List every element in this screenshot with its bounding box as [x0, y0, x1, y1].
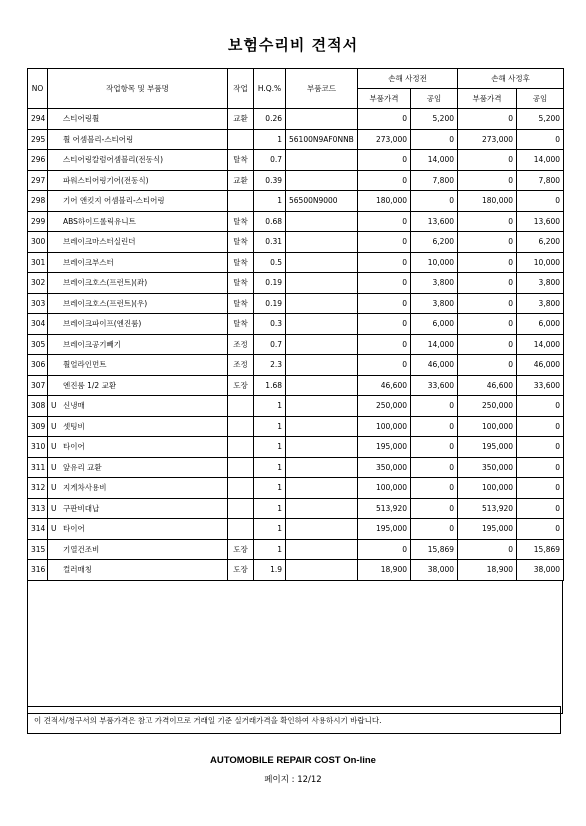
- row-after-part: 513,920: [458, 498, 517, 519]
- row-before-labor: 46,000: [411, 355, 458, 376]
- row-work: [228, 416, 254, 437]
- row-item-label: 스티어링휠: [63, 114, 100, 124]
- row-item: [48, 109, 228, 130]
- header-row-1: [28, 69, 564, 89]
- row-before-labor: 5,200: [411, 109, 458, 130]
- row-item-label: 브레이크호스(프런트)(좌): [63, 278, 148, 288]
- row-before-part: 100,000: [358, 478, 411, 499]
- row-before-part: 0: [358, 109, 411, 130]
- row-after-labor: 0: [517, 519, 564, 540]
- table-row: [28, 519, 564, 540]
- row-no: 315: [28, 539, 48, 560]
- row-after-part: 195,000: [458, 519, 517, 540]
- table-row: [28, 191, 564, 212]
- row-hq: 1: [254, 129, 286, 150]
- row-after-part: 100,000: [458, 478, 517, 499]
- row-code: [286, 560, 358, 581]
- header-after-part: 부품가격: [458, 89, 517, 109]
- row-code: [286, 252, 358, 273]
- row-before-part: 250,000: [358, 396, 411, 417]
- row-before-part: 180,000: [358, 191, 411, 212]
- table-row: [28, 539, 564, 560]
- row-after-part: 0: [458, 293, 517, 314]
- row-no: 296: [28, 150, 48, 171]
- row-before-labor: 38,000: [411, 560, 458, 581]
- row-no: 310: [28, 437, 48, 458]
- row-code: [286, 396, 358, 417]
- row-after-part: 0: [458, 334, 517, 355]
- table-row: [28, 170, 564, 191]
- row-before-labor: 0: [411, 478, 458, 499]
- row-item: [48, 437, 228, 458]
- row-item-label: 구판비대납: [63, 503, 100, 513]
- estimate-table: [27, 68, 564, 581]
- table-row: [28, 293, 564, 314]
- table-row: [28, 334, 564, 355]
- row-after-labor: 46,000: [517, 355, 564, 376]
- row-item: [48, 211, 228, 232]
- row-work: 교환: [228, 109, 254, 130]
- row-code: [286, 519, 358, 540]
- row-code: [286, 457, 358, 478]
- table-row: [28, 150, 564, 171]
- row-item-label: ABS하이드롤릭유니트: [63, 216, 136, 226]
- table-row: [28, 252, 564, 273]
- row-item: [48, 334, 228, 355]
- row-work: [228, 191, 254, 212]
- row-before-labor: 0: [411, 519, 458, 540]
- row-hq: 0.19: [254, 293, 286, 314]
- row-item: [48, 539, 228, 560]
- row-after-part: 0: [458, 150, 517, 171]
- table-body: [28, 109, 564, 581]
- row-code: [286, 539, 358, 560]
- row-code: [286, 211, 358, 232]
- row-before-labor: 13,600: [411, 211, 458, 232]
- table-row: [28, 211, 564, 232]
- header-code: 부품코드: [286, 69, 358, 109]
- row-code: [286, 109, 358, 130]
- row-after-part: 250,000: [458, 396, 517, 417]
- table-row: [28, 416, 564, 437]
- row-no: 311: [28, 457, 48, 478]
- row-item: [48, 252, 228, 273]
- row-item-label: 휠얼라인먼트: [63, 360, 107, 370]
- table-row: [28, 498, 564, 519]
- row-before-labor: 0: [411, 457, 458, 478]
- row-item: [48, 191, 228, 212]
- row-u-flag: U: [51, 524, 57, 534]
- row-no: 297: [28, 170, 48, 191]
- row-work: 도장: [228, 539, 254, 560]
- row-before-part: 0: [358, 252, 411, 273]
- row-hq: 1: [254, 539, 286, 560]
- row-code: [286, 334, 358, 355]
- row-before-part: 0: [358, 211, 411, 232]
- document-title: 보험수리비 견적서: [227, 36, 359, 54]
- row-work: 탈착: [228, 211, 254, 232]
- row-item-label: 스티어링칼럼어셈블리(전동식): [63, 155, 164, 165]
- row-before-labor: 0: [411, 129, 458, 150]
- row-hq: 1: [254, 519, 286, 540]
- row-after-labor: 33,600: [517, 375, 564, 396]
- row-item-label: 브레이크호스(프런트)(우): [63, 298, 148, 308]
- row-hq: 0.7: [254, 334, 286, 355]
- row-no: 309: [28, 416, 48, 437]
- row-before-labor: 0: [411, 437, 458, 458]
- row-code: 56500N9000: [286, 191, 358, 212]
- row-after-part: 350,000: [458, 457, 517, 478]
- row-after-labor: 3,800: [517, 273, 564, 294]
- row-before-labor: 6,000: [411, 314, 458, 335]
- row-item-label: 기어 앤킷지 어셈블리-스티어링: [63, 196, 165, 206]
- row-item: [48, 478, 228, 499]
- row-before-part: 0: [358, 273, 411, 294]
- table-row: [28, 560, 564, 581]
- row-no: 308: [28, 396, 48, 417]
- row-item-label: 휠 어셈블리-스티어링: [63, 134, 134, 144]
- row-hq: 0.26: [254, 109, 286, 130]
- row-before-part: 513,920: [358, 498, 411, 519]
- row-after-labor: 14,000: [517, 334, 564, 355]
- row-before-part: 0: [358, 314, 411, 335]
- row-after-part: 100,000: [458, 416, 517, 437]
- row-work: 탈착: [228, 150, 254, 171]
- row-hq: 0.68: [254, 211, 286, 232]
- row-after-part: 0: [458, 252, 517, 273]
- row-item: [48, 519, 228, 540]
- row-after-labor: 14,000: [517, 150, 564, 171]
- row-after-part: 180,000: [458, 191, 517, 212]
- row-after-labor: 0: [517, 498, 564, 519]
- row-item-label: 타이어: [63, 524, 85, 534]
- row-after-part: 0: [458, 539, 517, 560]
- row-before-labor: 14,000: [411, 150, 458, 171]
- row-code: [286, 293, 358, 314]
- row-no: 307: [28, 375, 48, 396]
- row-hq: 0.5: [254, 252, 286, 273]
- table-row: [28, 396, 564, 417]
- table-row: [28, 355, 564, 376]
- row-after-labor: 15,869: [517, 539, 564, 560]
- row-after-labor: 0: [517, 191, 564, 212]
- row-before-part: 195,000: [358, 437, 411, 458]
- row-work: [228, 437, 254, 458]
- table-row: [28, 375, 564, 396]
- row-work: 조정: [228, 334, 254, 355]
- row-item: [48, 457, 228, 478]
- row-no: 316: [28, 560, 48, 581]
- row-item-label: 기열건조비: [63, 544, 100, 554]
- row-work: 탈착: [228, 232, 254, 253]
- row-item: [48, 293, 228, 314]
- row-code: 56100N9AF0NNB: [286, 129, 358, 150]
- row-item-label: 엔진룸 1/2 교환: [63, 380, 117, 390]
- row-item-label: 지게차사용비: [63, 483, 107, 493]
- row-work: 조정: [228, 355, 254, 376]
- row-work: 탈착: [228, 314, 254, 335]
- row-hq: 1: [254, 457, 286, 478]
- row-before-part: 0: [358, 334, 411, 355]
- row-before-part: 0: [358, 150, 411, 171]
- row-item: [48, 314, 228, 335]
- row-item-label: 셋팅비: [63, 421, 85, 431]
- row-work: [228, 498, 254, 519]
- row-item-label: 타이어: [63, 442, 85, 452]
- row-hq: 1.9: [254, 560, 286, 581]
- table-row: [28, 273, 564, 294]
- header-item: 작업항목 및 부품명: [48, 69, 228, 109]
- row-work: 탈착: [228, 273, 254, 294]
- row-after-part: 0: [458, 109, 517, 130]
- row-item: [48, 375, 228, 396]
- header-work: 작업: [228, 69, 254, 109]
- row-item-label: 브레이크부스터: [63, 257, 114, 267]
- table-row: [28, 314, 564, 335]
- row-no: 305: [28, 334, 48, 355]
- row-item: [48, 150, 228, 171]
- row-work: [228, 396, 254, 417]
- row-after-labor: 7,800: [517, 170, 564, 191]
- row-item-label: 파워스티어링기어(전동식): [63, 175, 149, 185]
- table-row: [28, 457, 564, 478]
- row-code: [286, 170, 358, 191]
- row-hq: 0.31: [254, 232, 286, 253]
- row-hq: 1: [254, 191, 286, 212]
- table-blank-area: [27, 581, 563, 714]
- row-item-label: 앞유리 교환: [63, 462, 102, 472]
- row-item-label: 브레이크공기빼기: [63, 339, 121, 349]
- row-no: 300: [28, 232, 48, 253]
- row-item: [48, 396, 228, 417]
- row-no: 312: [28, 478, 48, 499]
- table-row: [28, 232, 564, 253]
- row-before-labor: 33,600: [411, 375, 458, 396]
- page-number: 페이지 : 12/12: [264, 775, 322, 785]
- row-work: 도장: [228, 375, 254, 396]
- footer-title: AUTOMOBILE REPAIR COST On-line: [210, 755, 376, 766]
- row-item: [48, 232, 228, 253]
- row-item: [48, 129, 228, 150]
- row-before-part: 18,900: [358, 560, 411, 581]
- row-before-labor: 3,800: [411, 273, 458, 294]
- row-after-labor: 0: [517, 129, 564, 150]
- row-after-part: 0: [458, 170, 517, 191]
- row-u-flag: U: [51, 503, 57, 513]
- row-before-labor: 3,800: [411, 293, 458, 314]
- row-after-part: 273,000: [458, 129, 517, 150]
- row-item-label: 컬러매칭: [63, 565, 92, 575]
- row-before-part: 273,000: [358, 129, 411, 150]
- row-after-labor: 13,600: [517, 211, 564, 232]
- row-code: [286, 273, 358, 294]
- row-code: [286, 150, 358, 171]
- price-notice: 이 견적서/청구서의 부품가격은 참고 가격이므로 거래일 기준 실거래가격을 확인하여 사용하시기 바랍니다.: [27, 706, 561, 734]
- row-after-part: 0: [458, 355, 517, 376]
- row-after-part: 0: [458, 232, 517, 253]
- row-hq: 0.3: [254, 314, 286, 335]
- row-before-labor: 0: [411, 396, 458, 417]
- row-item: [48, 498, 228, 519]
- row-item: [48, 170, 228, 191]
- row-after-part: 0: [458, 211, 517, 232]
- row-work: 교환: [228, 170, 254, 191]
- row-before-part: 0: [358, 539, 411, 560]
- row-before-labor: 14,000: [411, 334, 458, 355]
- row-before-labor: 7,800: [411, 170, 458, 191]
- row-hq: 0.39: [254, 170, 286, 191]
- row-hq: 1.68: [254, 375, 286, 396]
- row-hq: 1: [254, 498, 286, 519]
- header-after: 손해 사정후: [458, 69, 564, 89]
- table-row: [28, 437, 564, 458]
- row-before-labor: 0: [411, 498, 458, 519]
- row-hq: 1: [254, 478, 286, 499]
- header-before-labor: 공임: [411, 89, 458, 109]
- row-u-flag: U: [51, 462, 57, 472]
- row-no: 298: [28, 191, 48, 212]
- row-before-part: 0: [358, 232, 411, 253]
- row-u-flag: U: [51, 442, 57, 452]
- row-after-labor: 0: [517, 437, 564, 458]
- row-code: [286, 498, 358, 519]
- row-hq: 2.3: [254, 355, 286, 376]
- row-after-part: 46,600: [458, 375, 517, 396]
- row-work: [228, 457, 254, 478]
- header-after-labor: 공임: [517, 89, 564, 109]
- row-after-part: 195,000: [458, 437, 517, 458]
- row-before-part: 46,600: [358, 375, 411, 396]
- row-after-labor: 3,800: [517, 293, 564, 314]
- header-before: 손해 사정전: [358, 69, 458, 89]
- row-before-part: 0: [358, 355, 411, 376]
- row-no: 299: [28, 211, 48, 232]
- row-before-part: 350,000: [358, 457, 411, 478]
- row-before-part: 100,000: [358, 416, 411, 437]
- row-no: 313: [28, 498, 48, 519]
- row-u-flag: U: [51, 421, 57, 431]
- row-code: [286, 232, 358, 253]
- table-row: [28, 109, 564, 130]
- estimate-table-wrap: [27, 68, 563, 714]
- row-after-labor: 0: [517, 416, 564, 437]
- row-work: 탈착: [228, 293, 254, 314]
- row-before-labor: 6,200: [411, 232, 458, 253]
- row-code: [286, 416, 358, 437]
- row-before-labor: 15,869: [411, 539, 458, 560]
- row-hq: 1: [254, 396, 286, 417]
- row-item: [48, 560, 228, 581]
- row-item-label: 신냉매: [63, 401, 85, 411]
- row-u-flag: U: [51, 483, 57, 493]
- row-code: [286, 375, 358, 396]
- row-before-part: 0: [358, 293, 411, 314]
- row-before-labor: 0: [411, 191, 458, 212]
- row-no: 294: [28, 109, 48, 130]
- row-item-label: 브레이크파이프(엔진룸): [63, 319, 142, 329]
- row-no: 295: [28, 129, 48, 150]
- row-item: [48, 273, 228, 294]
- row-code: [286, 314, 358, 335]
- row-work: 탈착: [228, 252, 254, 273]
- row-after-part: 0: [458, 314, 517, 335]
- row-after-labor: 38,000: [517, 560, 564, 581]
- row-hq: 0.19: [254, 273, 286, 294]
- row-no: 302: [28, 273, 48, 294]
- row-hq: 1: [254, 437, 286, 458]
- row-after-labor: 6,000: [517, 314, 564, 335]
- row-no: 306: [28, 355, 48, 376]
- row-u-flag: U: [51, 401, 57, 411]
- row-item: [48, 416, 228, 437]
- row-before-labor: 0: [411, 416, 458, 437]
- row-no: 304: [28, 314, 48, 335]
- header-before-part: 부품가격: [358, 89, 411, 109]
- row-hq: 1: [254, 416, 286, 437]
- header-hq: H.Q.%: [254, 69, 286, 109]
- row-after-labor: 10,000: [517, 252, 564, 273]
- row-work: 도장: [228, 560, 254, 581]
- row-after-part: 18,900: [458, 560, 517, 581]
- row-no: 303: [28, 293, 48, 314]
- row-after-labor: 0: [517, 478, 564, 499]
- row-item-label: 브레이크마스터실린더: [63, 237, 136, 247]
- row-no: 301: [28, 252, 48, 273]
- row-after-labor: 6,200: [517, 232, 564, 253]
- row-item: [48, 355, 228, 376]
- row-code: [286, 437, 358, 458]
- row-before-part: 0: [358, 170, 411, 191]
- row-before-part: 195,000: [358, 519, 411, 540]
- row-work: [228, 519, 254, 540]
- table-row: [28, 478, 564, 499]
- row-code: [286, 355, 358, 376]
- row-after-labor: 0: [517, 457, 564, 478]
- row-code: [286, 478, 358, 499]
- row-after-labor: 0: [517, 396, 564, 417]
- table-row: [28, 129, 564, 150]
- row-after-labor: 5,200: [517, 109, 564, 130]
- row-no: 314: [28, 519, 48, 540]
- row-before-labor: 10,000: [411, 252, 458, 273]
- row-after-part: 0: [458, 273, 517, 294]
- row-hq: 0.7: [254, 150, 286, 171]
- header-no: NO: [28, 69, 48, 109]
- row-work: [228, 478, 254, 499]
- row-work: [228, 129, 254, 150]
